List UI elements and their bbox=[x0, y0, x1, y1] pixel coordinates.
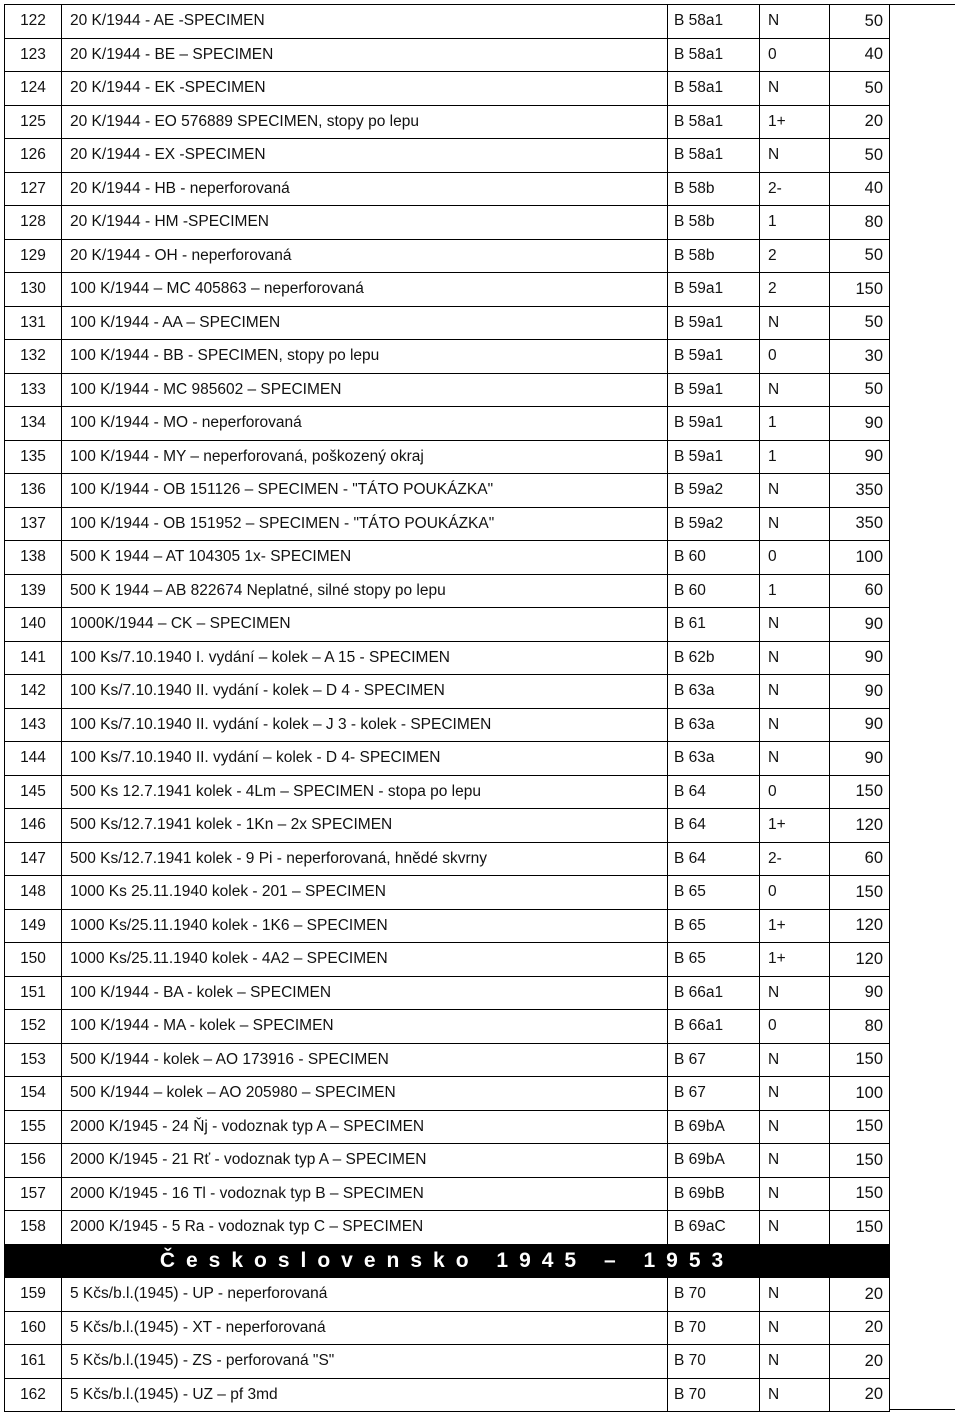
item-number: 151 bbox=[5, 976, 62, 1010]
item-description: 5 Kčs/b.l.(1945) - UZ – pf 3md bbox=[62, 1378, 668, 1412]
catalog-number: B 64 bbox=[668, 775, 760, 809]
item-description: 500 K/1944 - kolek – AO 173916 - SPECIMEN bbox=[62, 1043, 668, 1077]
item-price: 150 bbox=[830, 1110, 890, 1144]
table-row bbox=[5, 641, 890, 675]
catalog-number: B 59a1 bbox=[668, 373, 760, 407]
item-number: 129 bbox=[5, 239, 62, 273]
item-description: 1000 Ks/25.11.1940 kolek - 1K6 – SPECIMEN bbox=[62, 909, 668, 943]
catalog-number: B 59a2 bbox=[668, 474, 760, 508]
table-row bbox=[5, 876, 890, 910]
item-number: 135 bbox=[5, 440, 62, 474]
condition-grade: 1+ bbox=[760, 105, 830, 139]
item-number: 132 bbox=[5, 340, 62, 374]
item-price: 90 bbox=[830, 675, 890, 709]
item-number: 126 bbox=[5, 139, 62, 173]
item-description: 2000 K/1945 - 24 Ňj - vodoznak typ A – SPECIMEN bbox=[62, 1110, 668, 1144]
condition-grade: N bbox=[760, 1345, 830, 1379]
condition-grade: 2- bbox=[760, 172, 830, 206]
item-price: 50 bbox=[830, 239, 890, 273]
table-row bbox=[5, 72, 890, 106]
item-price: 90 bbox=[830, 641, 890, 675]
table-row bbox=[5, 842, 890, 876]
condition-grade: N bbox=[760, 507, 830, 541]
item-price: 120 bbox=[830, 943, 890, 977]
condition-grade: 0 bbox=[760, 1010, 830, 1044]
condition-grade: 2- bbox=[760, 842, 830, 876]
item-number: 143 bbox=[5, 708, 62, 742]
catalog-number: B 59a1 bbox=[668, 440, 760, 474]
item-description: 20 K/1944 - AE -SPECIMEN bbox=[62, 5, 668, 39]
item-price: 120 bbox=[830, 909, 890, 943]
item-price: 120 bbox=[830, 809, 890, 843]
table-row bbox=[5, 1211, 890, 1245]
catalog-number: B 63a bbox=[668, 742, 760, 776]
catalog-number: B 66a1 bbox=[668, 1010, 760, 1044]
item-number: 152 bbox=[5, 1010, 62, 1044]
item-number: 127 bbox=[5, 172, 62, 206]
item-number: 125 bbox=[5, 105, 62, 139]
item-price: 100 bbox=[830, 1077, 890, 1111]
item-number: 130 bbox=[5, 273, 62, 307]
item-description: 500 K/1944 – kolek – AO 205980 – SPECIMEN bbox=[62, 1077, 668, 1111]
item-number: 153 bbox=[5, 1043, 62, 1077]
table-row bbox=[5, 172, 890, 206]
condition-grade: N bbox=[760, 1211, 830, 1245]
condition-grade: N bbox=[760, 641, 830, 675]
item-number: 160 bbox=[5, 1311, 62, 1345]
item-number: 133 bbox=[5, 373, 62, 407]
item-price: 60 bbox=[830, 842, 890, 876]
table-row bbox=[5, 775, 890, 809]
catalog-number: B 64 bbox=[668, 842, 760, 876]
catalog-number: B 70 bbox=[668, 1345, 760, 1379]
table-row bbox=[5, 809, 890, 843]
item-number: 139 bbox=[5, 574, 62, 608]
item-description: 1000 Ks/25.11.1940 kolek - 4A2 – SPECIMEN bbox=[62, 943, 668, 977]
item-number: 128 bbox=[5, 206, 62, 240]
catalog-number: B 59a1 bbox=[668, 407, 760, 441]
item-number: 162 bbox=[5, 1378, 62, 1412]
table-row bbox=[5, 373, 890, 407]
item-description: 100 K/1944 - OB 151952 – SPECIMEN - "TÁTO POUKÁZKA" bbox=[62, 507, 668, 541]
item-description: 20 K/1944 - OH - neperforovaná bbox=[62, 239, 668, 273]
catalog-number: B 65 bbox=[668, 943, 760, 977]
table-row bbox=[5, 742, 890, 776]
catalog-body bbox=[5, 5, 890, 1245]
catalog-number: B 58a1 bbox=[668, 105, 760, 139]
item-description: 100 K/1944 - AA – SPECIMEN bbox=[62, 306, 668, 340]
table-row bbox=[5, 105, 890, 139]
item-description: 20 K/1944 - EK -SPECIMEN bbox=[62, 72, 668, 106]
condition-grade: N bbox=[760, 1144, 830, 1178]
item-price: 350 bbox=[830, 474, 890, 508]
condition-grade: N bbox=[760, 1378, 830, 1412]
catalog-number: B 69aC bbox=[668, 1211, 760, 1245]
catalog-number: B 58b bbox=[668, 239, 760, 273]
item-price: 90 bbox=[830, 407, 890, 441]
item-description: 20 K/1944 - EX -SPECIMEN bbox=[62, 139, 668, 173]
item-description: 2000 K/1945 - 5 Ra - vodoznak typ C – SPECIMEN bbox=[62, 1211, 668, 1245]
catalog-number: B 64 bbox=[668, 809, 760, 843]
condition-grade: 1 bbox=[760, 206, 830, 240]
table-row bbox=[5, 1144, 890, 1178]
catalog-number: B 61 bbox=[668, 608, 760, 642]
table-row bbox=[5, 1278, 890, 1312]
table-row bbox=[5, 38, 890, 72]
item-price: 90 bbox=[830, 708, 890, 742]
table-row bbox=[5, 273, 890, 307]
item-description: 5 Kčs/b.l.(1945) - XT - neperforovaná bbox=[62, 1311, 668, 1345]
item-number: 149 bbox=[5, 909, 62, 943]
item-number: 158 bbox=[5, 1211, 62, 1245]
item-number: 154 bbox=[5, 1077, 62, 1111]
item-price: 150 bbox=[830, 1144, 890, 1178]
condition-grade: N bbox=[760, 306, 830, 340]
item-price: 50 bbox=[830, 139, 890, 173]
condition-grade: 2 bbox=[760, 273, 830, 307]
item-description: 100 K/1944 - BA - kolek – SPECIMEN bbox=[62, 976, 668, 1010]
item-price: 40 bbox=[830, 38, 890, 72]
item-description: 1000 Ks 25.11.1940 kolek - 201 – SPECIMEN bbox=[62, 876, 668, 910]
condition-grade: N bbox=[760, 373, 830, 407]
item-number: 140 bbox=[5, 608, 62, 642]
item-price: 20 bbox=[830, 105, 890, 139]
item-price: 20 bbox=[830, 1378, 890, 1412]
catalog-number: B 70 bbox=[668, 1278, 760, 1312]
item-description: 20 K/1944 - HB - neperforovaná bbox=[62, 172, 668, 206]
item-description: 1000K/1944 – CK – SPECIMEN bbox=[62, 608, 668, 642]
item-number: 148 bbox=[5, 876, 62, 910]
table-row bbox=[5, 1378, 890, 1412]
item-description: 20 K/1944 - HM -SPECIMEN bbox=[62, 206, 668, 240]
section-heading: Československo 1945 – 1953 bbox=[5, 1244, 890, 1278]
condition-grade: N bbox=[760, 742, 830, 776]
condition-grade: N bbox=[760, 139, 830, 173]
item-description: 5 Kčs/b.l.(1945) - UP - neperforovaná bbox=[62, 1278, 668, 1312]
item-description: 100 Ks/7.10.1940 I. vydání – kolek – A 15 - SPECIMEN bbox=[62, 641, 668, 675]
table-row bbox=[5, 675, 890, 709]
table-row bbox=[5, 5, 890, 39]
item-number: 144 bbox=[5, 742, 62, 776]
catalog-number: B 58a1 bbox=[668, 139, 760, 173]
condition-grade: 0 bbox=[760, 541, 830, 575]
item-description: 5 Kčs/b.l.(1945) - ZS - perforovaná "S" bbox=[62, 1345, 668, 1379]
item-price: 60 bbox=[830, 574, 890, 608]
table-row bbox=[5, 1010, 890, 1044]
catalog-number: B 66a1 bbox=[668, 976, 760, 1010]
table-row bbox=[5, 909, 890, 943]
condition-grade: N bbox=[760, 72, 830, 106]
condition-grade: 0 bbox=[760, 340, 830, 374]
item-description: 100 Ks/7.10.1940 II. vydání - kolek – D 4 - SPECIMEN bbox=[62, 675, 668, 709]
item-price: 50 bbox=[830, 5, 890, 39]
catalog-number: B 58b bbox=[668, 172, 760, 206]
section-header bbox=[5, 1244, 890, 1278]
table-row bbox=[5, 440, 890, 474]
table-row bbox=[5, 541, 890, 575]
item-description: 100 Ks/7.10.1940 II. vydání - kolek – J 3 - kolek - SPECIMEN bbox=[62, 708, 668, 742]
catalog-number: B 69bA bbox=[668, 1144, 760, 1178]
catalog-number: B 65 bbox=[668, 876, 760, 910]
item-price: 30 bbox=[830, 340, 890, 374]
item-number: 131 bbox=[5, 306, 62, 340]
catalog-number: B 60 bbox=[668, 574, 760, 608]
catalog-number: B 58a1 bbox=[668, 72, 760, 106]
condition-grade: 0 bbox=[760, 38, 830, 72]
item-price: 80 bbox=[830, 1010, 890, 1044]
item-number: 157 bbox=[5, 1177, 62, 1211]
catalog-number: B 63a bbox=[668, 708, 760, 742]
catalog-number: B 58b bbox=[668, 206, 760, 240]
table-row bbox=[5, 507, 890, 541]
item-price: 20 bbox=[830, 1345, 890, 1379]
catalog-number: B 59a1 bbox=[668, 306, 760, 340]
condition-grade: 1 bbox=[760, 574, 830, 608]
item-price: 50 bbox=[830, 373, 890, 407]
condition-grade: 0 bbox=[760, 876, 830, 910]
condition-grade: N bbox=[760, 708, 830, 742]
catalog-body-after bbox=[5, 1278, 890, 1412]
item-price: 20 bbox=[830, 1278, 890, 1312]
table-row bbox=[5, 1177, 890, 1211]
condition-grade: N bbox=[760, 976, 830, 1010]
table-row bbox=[5, 943, 890, 977]
item-number: 136 bbox=[5, 474, 62, 508]
item-price: 150 bbox=[830, 775, 890, 809]
catalog-table bbox=[4, 4, 890, 1412]
item-number: 124 bbox=[5, 72, 62, 106]
catalog-number: B 67 bbox=[668, 1043, 760, 1077]
item-number: 155 bbox=[5, 1110, 62, 1144]
catalog-number: B 70 bbox=[668, 1378, 760, 1412]
section-row bbox=[5, 1244, 890, 1278]
catalog-number: B 65 bbox=[668, 909, 760, 943]
item-price: 80 bbox=[830, 206, 890, 240]
catalog-number: B 67 bbox=[668, 1077, 760, 1111]
table-row bbox=[5, 1043, 890, 1077]
table-row bbox=[5, 574, 890, 608]
item-number: 159 bbox=[5, 1278, 62, 1312]
item-price: 150 bbox=[830, 273, 890, 307]
table-row bbox=[5, 206, 890, 240]
item-number: 122 bbox=[5, 5, 62, 39]
catalog-number: B 62b bbox=[668, 641, 760, 675]
condition-grade: N bbox=[760, 1311, 830, 1345]
item-price: 90 bbox=[830, 440, 890, 474]
catalog-number: B 59a1 bbox=[668, 340, 760, 374]
condition-grade: N bbox=[760, 675, 830, 709]
condition-grade: 1 bbox=[760, 407, 830, 441]
item-number: 147 bbox=[5, 842, 62, 876]
condition-grade: N bbox=[760, 1043, 830, 1077]
item-price: 100 bbox=[830, 541, 890, 575]
catalog-number: B 60 bbox=[668, 541, 760, 575]
catalog-number: B 69bB bbox=[668, 1177, 760, 1211]
item-number: 141 bbox=[5, 641, 62, 675]
item-description: 20 K/1944 - BE – SPECIMEN bbox=[62, 38, 668, 72]
item-number: 146 bbox=[5, 809, 62, 843]
condition-grade: N bbox=[760, 1077, 830, 1111]
item-number: 142 bbox=[5, 675, 62, 709]
item-price: 90 bbox=[830, 608, 890, 642]
catalog-number: B 59a2 bbox=[668, 507, 760, 541]
item-description: 500 Ks/12.7.1941 kolek - 1Kn – 2x SPECIMEN bbox=[62, 809, 668, 843]
table-row bbox=[5, 340, 890, 374]
table-row bbox=[5, 708, 890, 742]
item-description: 500 K 1944 – AT 104305 1x- SPECIMEN bbox=[62, 541, 668, 575]
item-description: 100 K/1944 - MY – neperforovaná, poškozený okraj bbox=[62, 440, 668, 474]
catalog-number: B 58a1 bbox=[668, 5, 760, 39]
item-number: 156 bbox=[5, 1144, 62, 1178]
condition-grade: 2 bbox=[760, 239, 830, 273]
table-row bbox=[5, 139, 890, 173]
catalog-number: B 58a1 bbox=[668, 38, 760, 72]
condition-grade: 1+ bbox=[760, 943, 830, 977]
table-row bbox=[5, 1110, 890, 1144]
item-description: 2000 K/1945 - 16 Tl - vodoznak typ B – SPECIMEN bbox=[62, 1177, 668, 1211]
condition-grade: N bbox=[760, 5, 830, 39]
catalog-number: B 63a bbox=[668, 675, 760, 709]
item-description: 100 K/1944 – MC 405863 – neperforovaná bbox=[62, 273, 668, 307]
item-price: 150 bbox=[830, 876, 890, 910]
table-row bbox=[5, 407, 890, 441]
item-description: 100 K/1944 - MO - neperforovaná bbox=[62, 407, 668, 441]
item-description: 100 K/1944 - MC 985602 – SPECIMEN bbox=[62, 373, 668, 407]
table-row bbox=[5, 608, 890, 642]
item-price: 90 bbox=[830, 976, 890, 1010]
item-price: 150 bbox=[830, 1177, 890, 1211]
item-number: 123 bbox=[5, 38, 62, 72]
right-margin-column bbox=[889, 4, 955, 1410]
condition-grade: N bbox=[760, 1278, 830, 1312]
table-row bbox=[5, 1345, 890, 1379]
item-description: 500 Ks/12.7.1941 kolek - 9 Pi - neperforovaná, hnědé skvrny bbox=[62, 842, 668, 876]
condition-grade: N bbox=[760, 1177, 830, 1211]
item-description: 2000 K/1945 - 21 Rť - vodoznak typ A – SPECIMEN bbox=[62, 1144, 668, 1178]
item-description: 100 K/1944 - BB - SPECIMEN, stopy po lepu bbox=[62, 340, 668, 374]
item-description: 100 K/1944 - MA - kolek – SPECIMEN bbox=[62, 1010, 668, 1044]
condition-grade: 0 bbox=[760, 775, 830, 809]
item-description: 500 K 1944 – AB 822674 Neplatné, silné stopy po lepu bbox=[62, 574, 668, 608]
table-row bbox=[5, 239, 890, 273]
table-row bbox=[5, 474, 890, 508]
item-price: 350 bbox=[830, 507, 890, 541]
item-price: 50 bbox=[830, 306, 890, 340]
item-number: 161 bbox=[5, 1345, 62, 1379]
item-number: 137 bbox=[5, 507, 62, 541]
item-description: 100 K/1944 - OB 151126 – SPECIMEN - "TÁTO POUKÁZKA" bbox=[62, 474, 668, 508]
catalog-number: B 69bA bbox=[668, 1110, 760, 1144]
table-row bbox=[5, 1311, 890, 1345]
item-price: 50 bbox=[830, 72, 890, 106]
item-number: 138 bbox=[5, 541, 62, 575]
item-number: 134 bbox=[5, 407, 62, 441]
table-row bbox=[5, 306, 890, 340]
item-price: 20 bbox=[830, 1311, 890, 1345]
item-description: 100 Ks/7.10.1940 II. vydání – kolek - D 4- SPECIMEN bbox=[62, 742, 668, 776]
condition-grade: N bbox=[760, 1110, 830, 1144]
item-price: 90 bbox=[830, 742, 890, 776]
condition-grade: 1 bbox=[760, 440, 830, 474]
item-price: 150 bbox=[830, 1043, 890, 1077]
item-description: 20 K/1944 - EO 576889 SPECIMEN, stopy po lepu bbox=[62, 105, 668, 139]
item-description: 500 Ks 12.7.1941 kolek - 4Lm – SPECIMEN - stopa po lepu bbox=[62, 775, 668, 809]
item-price: 150 bbox=[830, 1211, 890, 1245]
item-number: 150 bbox=[5, 943, 62, 977]
catalog-number: B 70 bbox=[668, 1311, 760, 1345]
table-row bbox=[5, 1077, 890, 1111]
table-row bbox=[5, 976, 890, 1010]
condition-grade: N bbox=[760, 474, 830, 508]
condition-grade: N bbox=[760, 608, 830, 642]
condition-grade: 1+ bbox=[760, 809, 830, 843]
item-price: 40 bbox=[830, 172, 890, 206]
catalog-number: B 59a1 bbox=[668, 273, 760, 307]
condition-grade: 1+ bbox=[760, 909, 830, 943]
item-number: 145 bbox=[5, 775, 62, 809]
